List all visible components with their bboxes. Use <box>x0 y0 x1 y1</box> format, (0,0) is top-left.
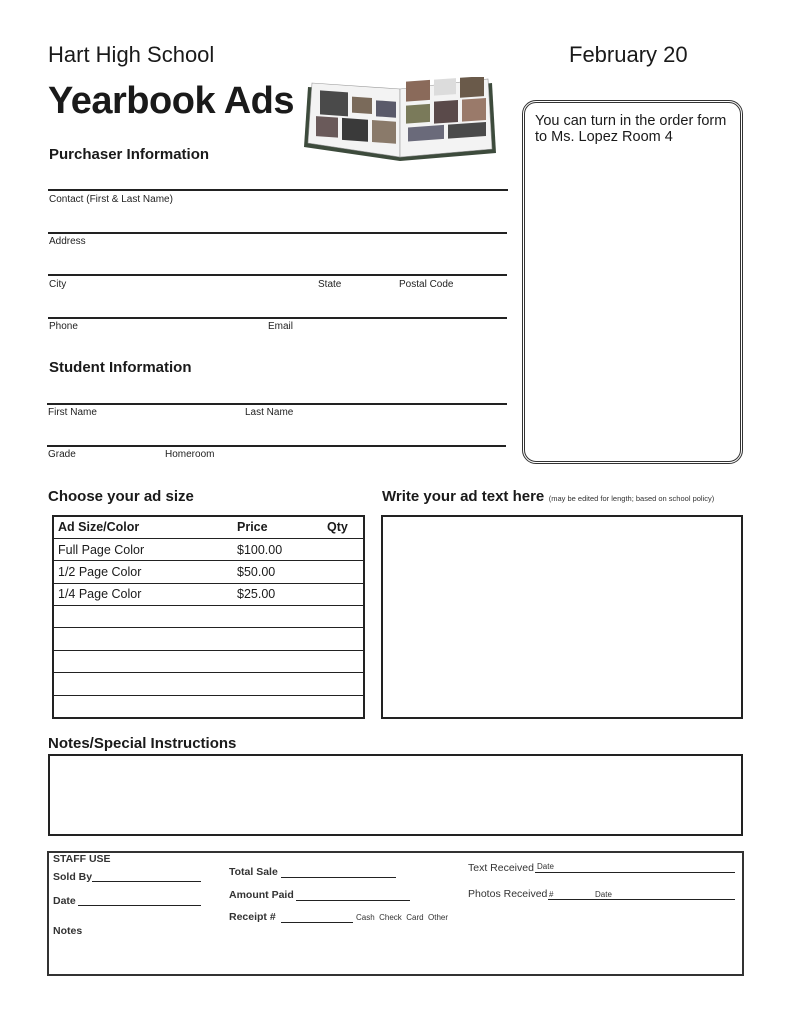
yearbook-illustration <box>300 77 496 177</box>
ad-size-cell[interactable] <box>53 650 233 672</box>
photos-received-field[interactable] <box>548 899 735 900</box>
ad-size-table <box>52 515 365 719</box>
payment-methods[interactable]: Cash Check Card Other <box>356 913 449 922</box>
address-label: Address <box>49 236 86 247</box>
text-received-field[interactable] <box>535 872 735 873</box>
ad-text-box[interactable] <box>381 515 743 719</box>
first-name-label: First Name <box>48 407 97 418</box>
qty-cell[interactable] <box>323 561 364 583</box>
school-name: Hart High School <box>48 42 215 67</box>
ad-size-cell[interactable] <box>53 695 233 717</box>
table-row <box>53 650 364 672</box>
text-received-label: Text Received <box>468 862 534 874</box>
photos-received-number-label: # <box>549 890 554 899</box>
qty-cell[interactable] <box>323 650 364 672</box>
table-row <box>53 561 364 583</box>
total-sale-label: Total Sale <box>229 866 278 878</box>
photos-received-label: Photos Received <box>468 888 548 900</box>
city-state-postal-field[interactable] <box>48 274 507 276</box>
qty-cell[interactable] <box>323 628 364 650</box>
state-label: State <box>318 279 342 290</box>
student-heading: Student Information <box>49 359 192 376</box>
col-header-size: Ad Size/Color <box>53 516 233 538</box>
ad-size-cell[interactable] <box>53 606 233 628</box>
sold-by-field[interactable] <box>92 881 201 882</box>
ad-size-cell[interactable] <box>53 673 233 695</box>
sold-by-label: Sold By <box>53 871 93 883</box>
table-row <box>53 695 364 717</box>
receipt-label: Receipt # <box>229 911 276 923</box>
staff-date-field[interactable] <box>78 905 201 906</box>
col-header-qty: Qty <box>323 516 364 538</box>
price-cell[interactable] <box>233 628 323 650</box>
ad-text-heading-row <box>382 488 714 506</box>
table-row <box>53 538 364 560</box>
price-cell[interactable] <box>233 650 323 672</box>
notes-heading: Notes/Special Instructions <box>48 735 237 752</box>
email-label: Email <box>268 321 294 332</box>
receipt-field[interactable] <box>281 922 353 923</box>
ad-size-cell[interactable] <box>53 628 233 650</box>
phone-label: Phone <box>49 321 78 332</box>
price-cell: $25.00 <box>233 583 323 605</box>
staff-use-title: STAFF USE <box>53 853 111 865</box>
address-field[interactable] <box>48 232 507 234</box>
ad-size-cell: 1/4 Page Color <box>53 583 233 605</box>
grade-homeroom-field[interactable] <box>47 445 506 447</box>
contact-label: Contact (First & Last Name) <box>49 194 173 205</box>
text-received-date-label: Date <box>537 862 554 871</box>
qty-cell[interactable] <box>323 673 364 695</box>
last-name-label: Last Name <box>245 407 294 418</box>
phone-email-field[interactable] <box>48 317 507 319</box>
turn-in-note: You can turn in the order form to Ms. Lopez Room 4 <box>535 113 727 145</box>
form-date: February 20 <box>569 42 688 67</box>
table-row <box>53 583 364 605</box>
ad-size-cell: Full Page Color <box>53 538 233 560</box>
table-row <box>53 673 364 695</box>
photos-received-date-label: Date <box>595 890 612 899</box>
table-row <box>53 628 364 650</box>
postal-code-label: Postal Code <box>399 279 454 290</box>
contact-field[interactable] <box>48 189 508 191</box>
qty-cell[interactable] <box>323 538 364 560</box>
notes-box[interactable] <box>48 754 743 836</box>
table-row <box>53 606 364 628</box>
col-header-price: Price <box>233 516 323 538</box>
city-label: City <box>49 279 67 290</box>
page-title: Yearbook Ads <box>48 80 295 122</box>
total-sale-field[interactable] <box>281 877 396 878</box>
table-header-row <box>53 516 364 538</box>
price-cell[interactable] <box>233 673 323 695</box>
turn-in-note-box <box>522 100 743 464</box>
grade-label: Grade <box>48 449 76 460</box>
price-cell[interactable] <box>233 695 323 717</box>
ad-text-note: (may be edited for length; based on school policy) <box>548 494 715 503</box>
price-cell: $100.00 <box>233 538 323 560</box>
ad-size-cell: 1/2 Page Color <box>53 561 233 583</box>
homeroom-label: Homeroom <box>165 449 215 460</box>
qty-cell[interactable] <box>323 606 364 628</box>
ad-text-heading: Write your ad text here <box>382 488 545 505</box>
qty-cell[interactable] <box>323 695 364 717</box>
amount-paid-label: Amount Paid <box>229 889 294 901</box>
ad-size-heading: Choose your ad size <box>48 488 194 505</box>
staff-date-label: Date <box>53 895 76 907</box>
price-cell[interactable] <box>233 606 323 628</box>
price-cell: $50.00 <box>233 561 323 583</box>
staff-notes-label: Notes <box>53 925 83 937</box>
amount-paid-field[interactable] <box>296 900 410 901</box>
qty-cell[interactable] <box>323 583 364 605</box>
purchaser-heading: Purchaser Information <box>49 146 210 163</box>
student-name-field[interactable] <box>47 403 507 405</box>
